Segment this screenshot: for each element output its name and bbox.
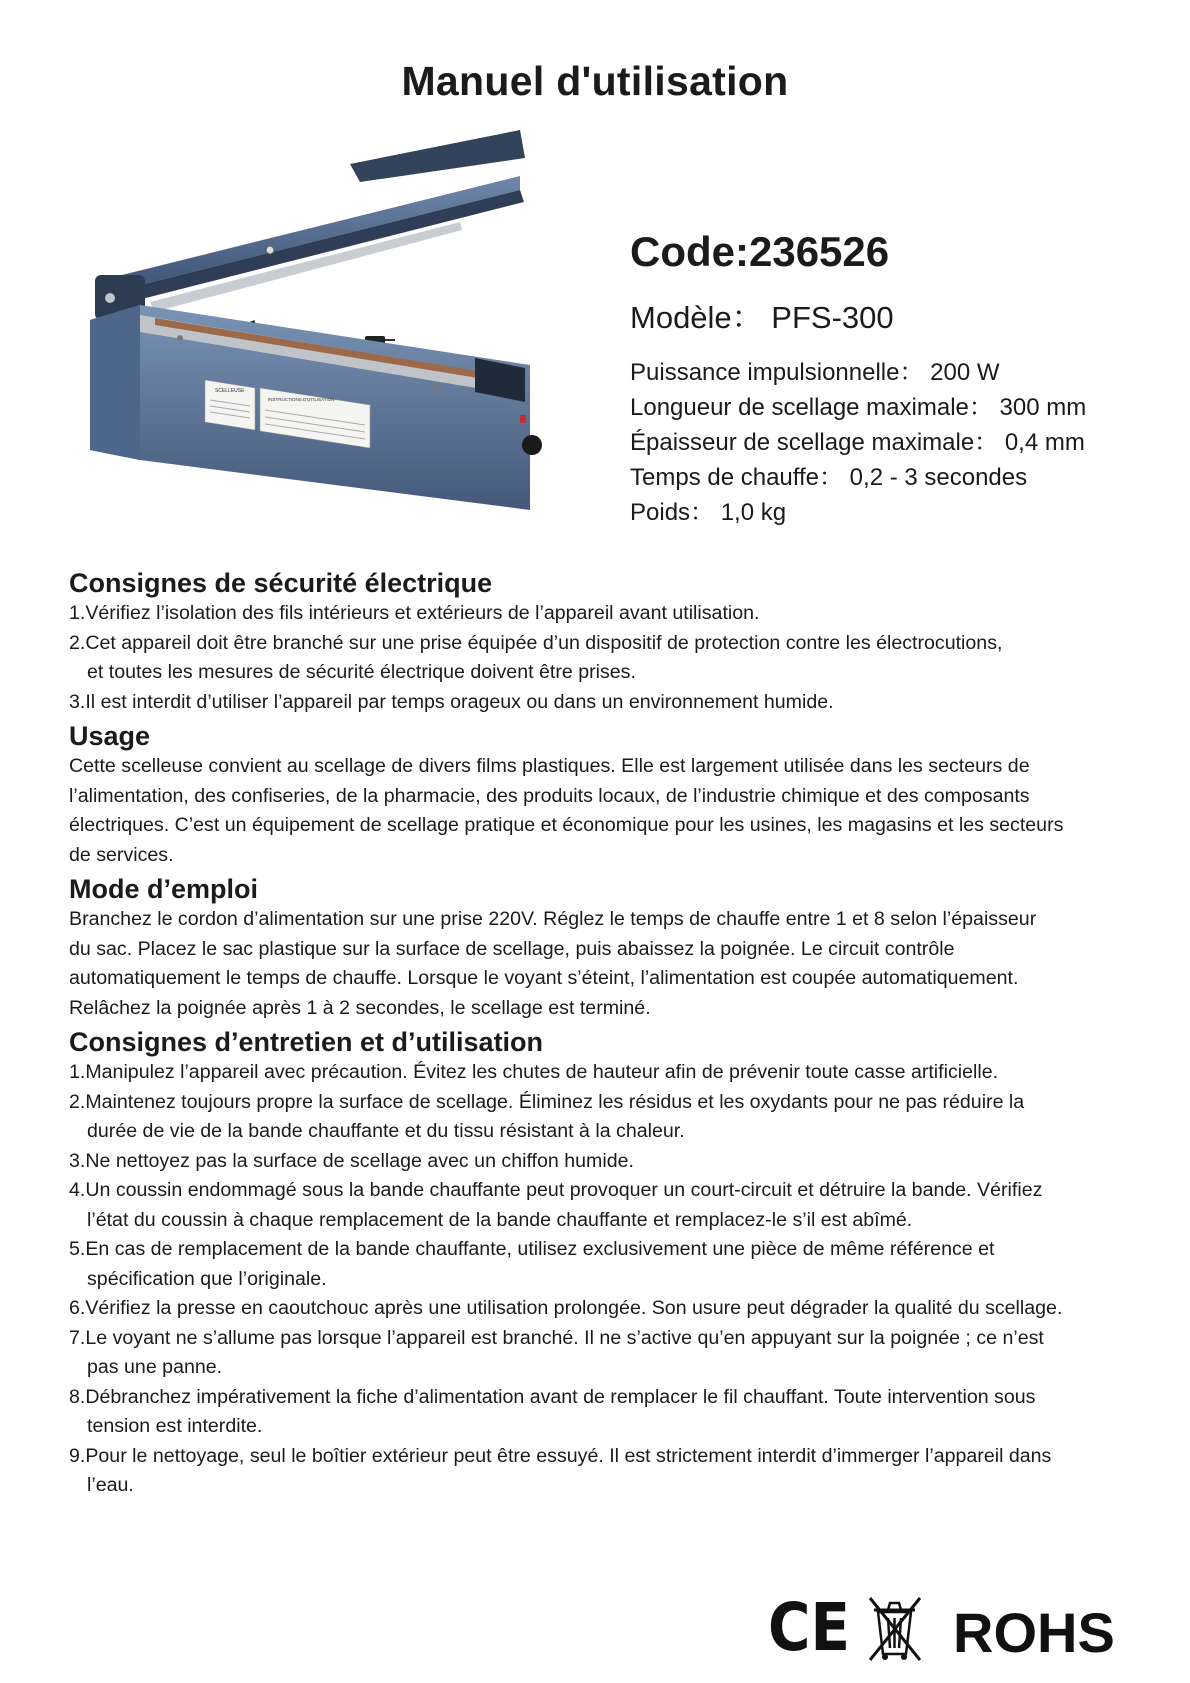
- certification-marks: [768, 1592, 1138, 1662]
- mode-line-4: Relâchez la poignée après 1 à 2 secondes, le scellage est terminé.: [69, 996, 651, 1019]
- product-spec-block: [630, 228, 1086, 530]
- ce-mark-icon: [768, 1592, 850, 1662]
- mode-heading: Mode d’emploi: [69, 874, 258, 904]
- mode-line-2: du sac. Placez le sac plastique sur la surface de scellage, puis abaissez la poignée. Le circuit contrôle: [69, 937, 955, 960]
- maintenance-item-5-cont: spécification que l’originale.: [87, 1267, 327, 1290]
- page-title: Manuel d'utilisation: [401, 58, 789, 104]
- maintenance-item-9-cont: l’eau.: [87, 1474, 134, 1496]
- maintenance-item-4: 4.Un coussin endommagé sous la bande chauffante peut provoquer un court-circuit et détruire la bande. Vérifiez: [69, 1179, 1043, 1201]
- spec-seal-thickness: Épaisseur de scellage maximale： 0,4 mm: [630, 429, 1085, 456]
- maintenance-item-7-cont: pas une panne.: [87, 1356, 223, 1378]
- maintenance-item-9: 9.Pour le nettoyage, seul le boîtier extérieur peut être essuyé. Il est strictement interdit d’immerger l’appareil dans: [69, 1444, 1052, 1467]
- usage-line-3: électriques. C’est un équipement de scellage pratique et économique pour les usines, les magasins et les secteurs: [69, 814, 1064, 836]
- spec-heating-time: Temps de chauffe： 0,2 - 3 secondes: [630, 464, 1028, 491]
- maintenance-item-8: 8.Débranchez impérativement la fiche d’alimentation avant de remplacer le fil chauffant. Toute intervention sous: [69, 1385, 1036, 1408]
- safety-item-1: 1.Vérifiez l’isolation des fils intérieurs et extérieurs de l’appareil avant utilisation.: [69, 602, 760, 624]
- maintenance-item-1: 1.Manipulez l’appareil avec précaution. Évitez les chutes de hauteur afin de prévenir toute casse artificielle.: [69, 1061, 999, 1083]
- maintenance-item-4-cont: l’état du coussin à chaque remplacement de la bande chauffante et remplacez-le s’il est abîmé.: [87, 1208, 913, 1231]
- maintenance-item-2: 2.Maintenez toujours propre la surface de scellage. Éliminez les résidus et les oxydants pour ne pas réduire la: [69, 1090, 1025, 1113]
- product-code: Code:236526: [630, 228, 890, 275]
- maintenance-item-2-cont: durée de vie de la bande chauffante et du tissu résistant à la chaleur.: [87, 1120, 685, 1142]
- mode-line-1: Branchez le cordon d’alimentation sur une prise 220V. Réglez le temps de chauffe entre 1 et 8 selon l’épaisseur: [69, 908, 1037, 930]
- rohs-label: ROHS: [953, 1601, 1115, 1662]
- spec-power: Puissance impulsionnelle： 200 W: [630, 359, 1000, 386]
- maintenance-item-6: 6.Vérifiez la presse en caoutchouc après une utilisation prolongée. Son usure peut dégrader la qualité du scellage.: [69, 1297, 1063, 1319]
- maintenance-heading: Consignes d’entretien et d’utilisation: [69, 1027, 544, 1057]
- safety-heading: Consignes de sécurité électrique: [69, 568, 493, 598]
- usage-heading: Usage: [69, 721, 151, 751]
- weee-crossed-bin-icon: [870, 1598, 920, 1660]
- sealer-label-text: SCELLEUSE: [215, 388, 245, 394]
- maintenance-item-8-cont: tension est interdite.: [87, 1415, 263, 1437]
- spec-seal-length: Longueur de scellage maximale： 300 mm: [630, 394, 1087, 421]
- safety-item-2-cont: et toutes les mesures de sécurité électrique doivent être prises.: [87, 661, 636, 683]
- ce-mark-text: CE: [768, 1592, 850, 1662]
- manual-content: [69, 564, 1169, 1501]
- product-model: Modèle： PFS-300: [630, 300, 894, 335]
- maintenance-item-3: 3.Ne nettoyez pas la surface de scellage avec un chiffon humide.: [69, 1149, 634, 1172]
- usage-line-2: l’alimentation, des confiseries, de la pharmacie, des produits locaux, de l’industrie chimique et des composants: [69, 784, 1030, 807]
- usage-line-1: Cette scelleuse convient au scellage de divers films plastiques. Elle est largement utilisée dans les secteurs de: [69, 755, 1030, 777]
- mode-line-3: automatiquement le temps de chauffe. Lorsque le voyant s’éteint, l’alimentation est coupée automatiquement.: [69, 967, 1019, 989]
- usage-line-4: de services.: [69, 843, 174, 866]
- sealer-instructions-text: INSTRUCTIONS D'UTILISATION: [268, 397, 335, 402]
- safety-item-3: 3.Il est interdit d’utiliser l’appareil par temps orageux ou dans un environnement humide.: [69, 690, 834, 713]
- spec-weight: Poids： 1,0 kg: [630, 499, 787, 526]
- impulse-sealer-image: [80, 130, 580, 550]
- maintenance-item-5: 5.En cas de remplacement de la bande chauffante, utilisez exclusivement une pièce de même référence et: [69, 1238, 995, 1260]
- safety-item-2: 2.Cet appareil doit être branché sur une prise équipée d’un dispositif de protection contre les électrocutions,: [69, 631, 1003, 654]
- maintenance-item-7: 7.Le voyant ne s’allume pas lorsque l’appareil est branché. Il ne s’active qu’en appuyant sur la poignée ; ce n’est: [69, 1326, 1044, 1349]
